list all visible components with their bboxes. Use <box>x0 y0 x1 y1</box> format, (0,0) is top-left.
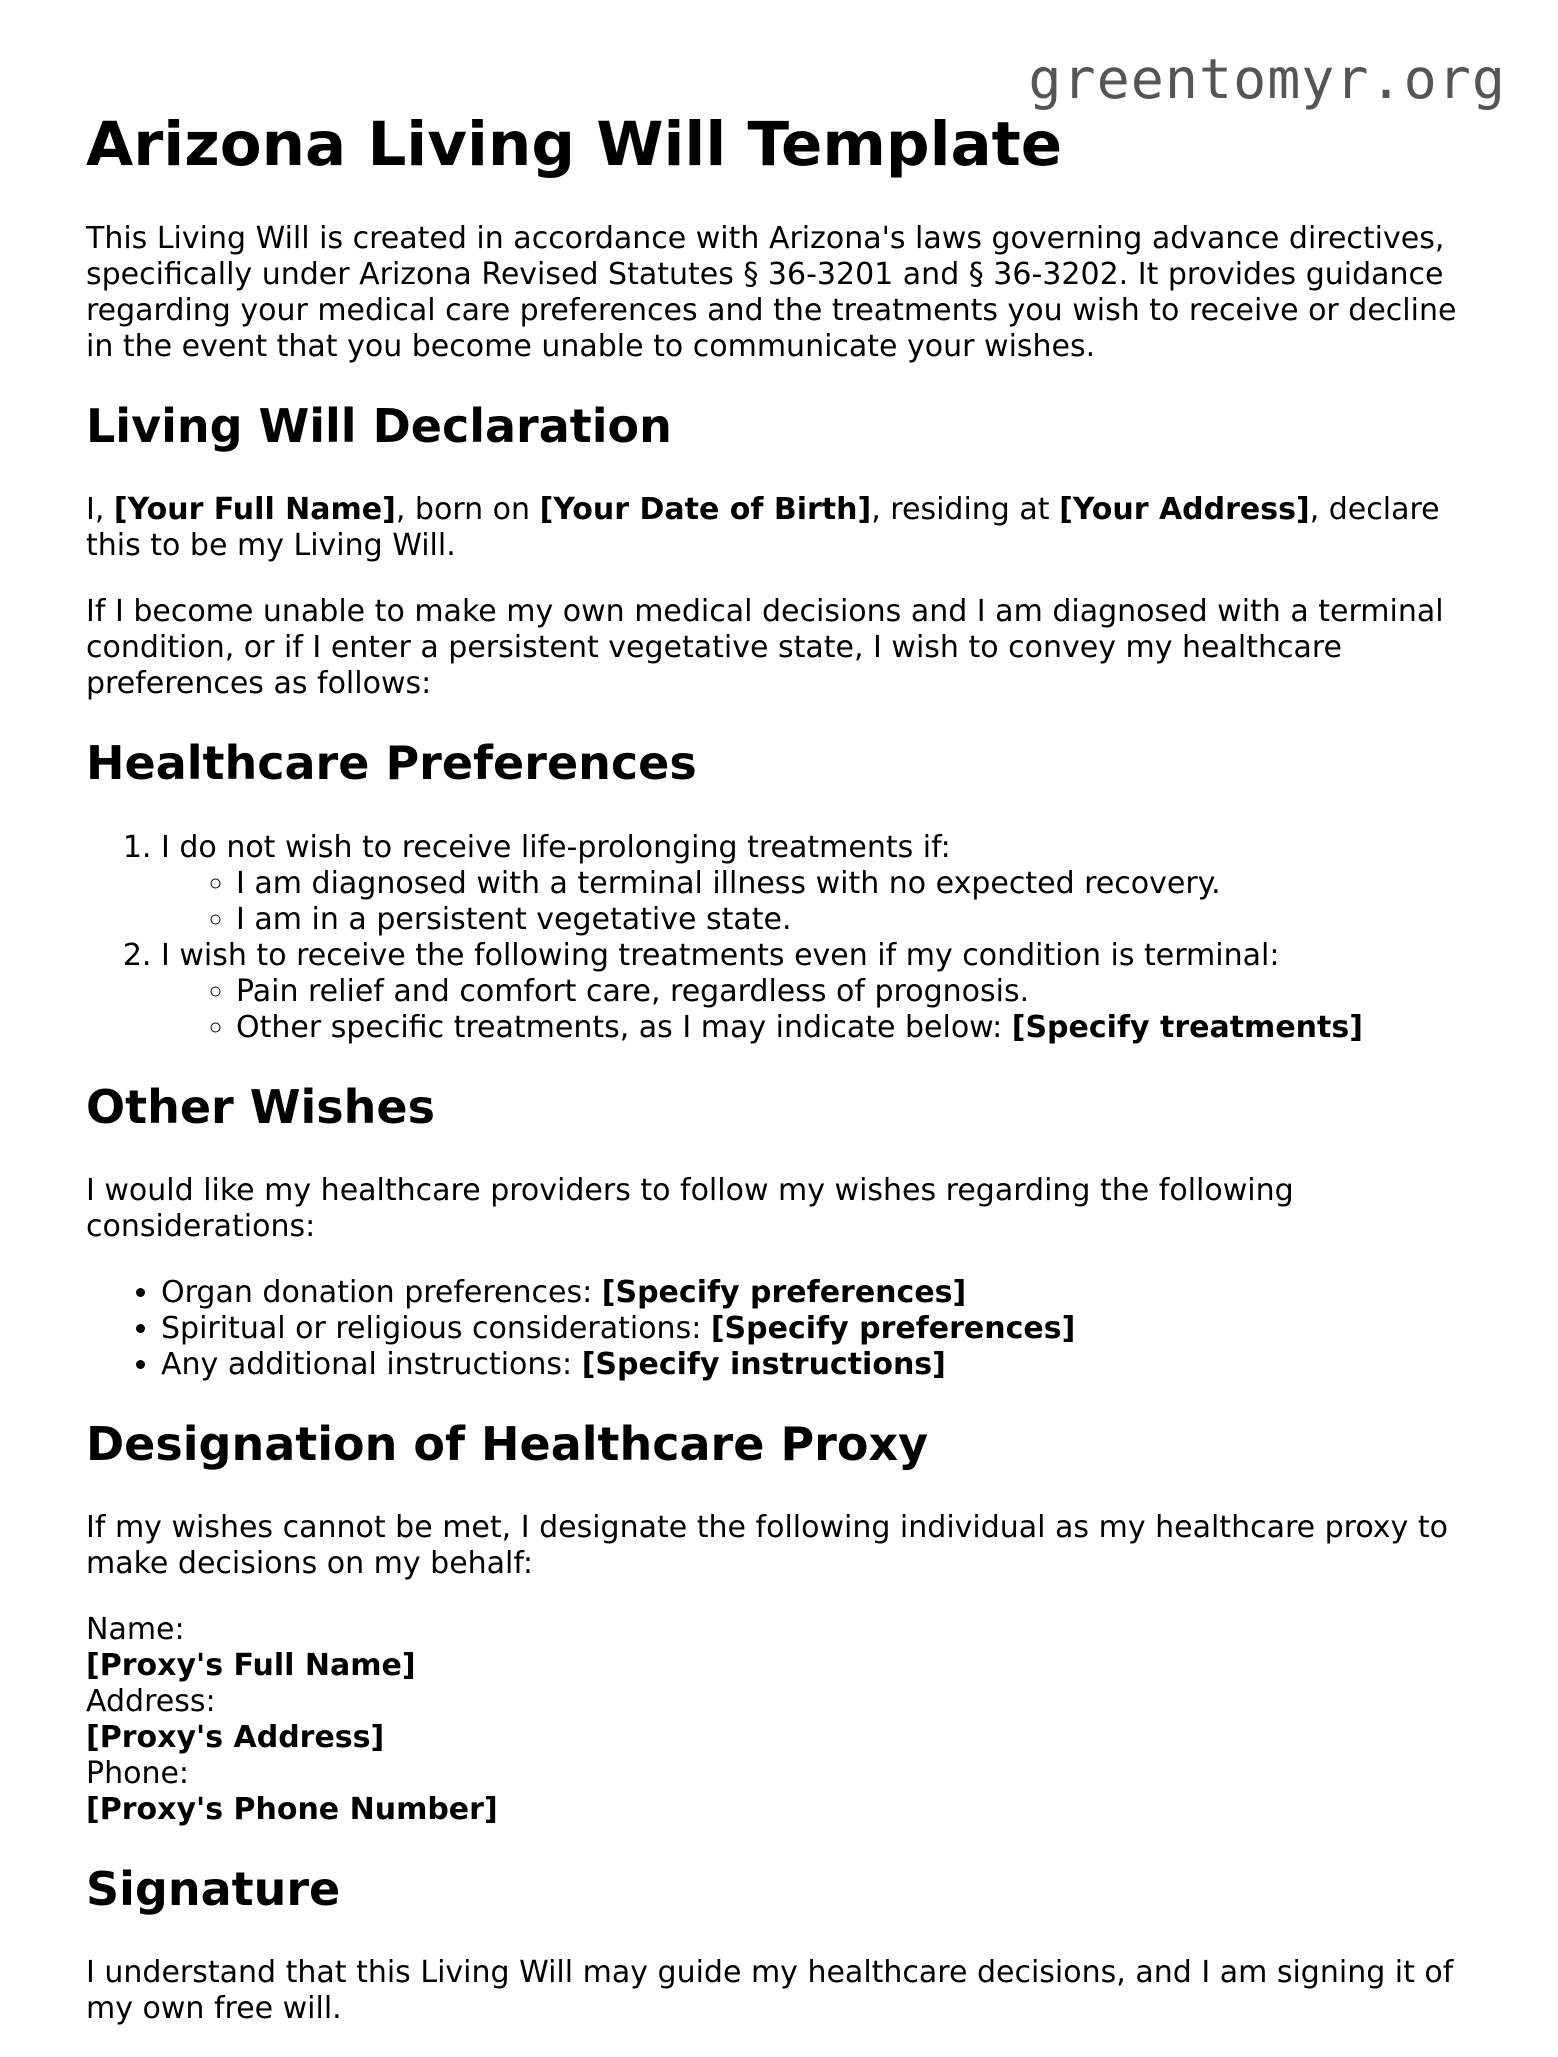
proxy-address-label: Address: <box>86 1683 216 1719</box>
proxy-intro: If my wishes cannot be met, I designate the following individual as my healthcare proxy to make decisions on my behalf: <box>86 1509 1448 1581</box>
proxy-name-line <box>86 1612 1486 1684</box>
proxy-address-line <box>86 1684 1486 1756</box>
proxy-heading: Designation of Healthcare Proxy <box>86 1416 929 1471</box>
preference-item-1: I do not wish to receive life-prolonging treatments if: <box>161 829 951 865</box>
list-item <box>161 1275 1486 1311</box>
declaration-heading: Living Will Declaration <box>86 399 672 454</box>
preference-sublist-1 <box>161 866 1486 938</box>
wish-text: Organ donation preferences: <box>161 1274 602 1310</box>
document-page <box>86 108 1486 2057</box>
site-watermark: greentomyr.org <box>1028 47 1506 111</box>
list-item <box>161 830 1486 938</box>
page-title: Arizona Living Will Template <box>86 109 1063 180</box>
condition-paragraph: If I become unable to make my own medical decisions and I am diagnosed with a terminal condition, or if I enter a persistent vegetative state, I wish to convey my healthcare preferences as follows: <box>86 594 1444 702</box>
proxy-name-label: Name: <box>86 1611 185 1647</box>
intro-paragraph: This Living Will is created in accordance with Arizona's laws governing advance directives, specifically under Arizona Revised Statutes § 36-3201 and § 36-3202. It provides guidance regarding your medical care preferences and the treatments you wish to receive or decline in the event that you become unable to communicate your wishes. <box>86 221 1457 365</box>
list-item <box>161 1311 1486 1347</box>
declaration-text-3: , residing at <box>871 492 1060 528</box>
treatments-placeholder: [Specify treatments] <box>1011 1009 1363 1045</box>
treatments-text: Other specific treatments, as I may indicate below: <box>236 1009 1012 1045</box>
proxy-name-placeholder: [Proxy's Full Name] <box>86 1647 416 1683</box>
proxy-phone-label: Phone: <box>86 1755 190 1791</box>
list-item: ◦ Pain relief and comfort care, regardless of prognosis. <box>236 974 1486 1010</box>
wish-text: Spiritual or religious considerations: <box>161 1310 711 1346</box>
signature-heading: Signature <box>86 1861 341 1916</box>
signature-paragraph: I understand that this Living Will may guide my healthcare decisions, and I am signing it of my own free will. <box>86 1955 1454 2027</box>
preferences-list <box>86 830 1486 1046</box>
dob-placeholder: [Your Date of Birth] <box>539 492 872 528</box>
full-name-placeholder: [Your Full Name] <box>113 492 396 528</box>
other-wishes-heading: Other Wishes <box>86 1079 435 1134</box>
proxy-phone-placeholder: [Proxy's Phone Number] <box>86 1791 498 1827</box>
preference-item-2: I wish to receive the following treatments even if my condition is terminal: <box>161 937 1280 973</box>
preference-sublist-2 <box>161 974 1486 1046</box>
wish-placeholder: [Specify instructions] <box>581 1346 946 1382</box>
declaration-text-4: , declare this to be my Living Will. <box>86 492 1440 564</box>
list-item: ◦ I am diagnosed with a terminal illness with no expected recovery. <box>236 866 1486 902</box>
other-wishes-intro: I would like my healthcare providers to follow my wishes regarding the following considerations: <box>86 1172 1294 1244</box>
wish-text: Any additional instructions: <box>161 1346 582 1382</box>
list-item <box>161 1347 1486 1383</box>
declaration-text-1: I, <box>86 492 114 528</box>
wish-placeholder: [Specify preferences] <box>601 1274 967 1310</box>
proxy-address-placeholder: [Proxy's Address] <box>86 1719 385 1755</box>
preferences-heading: Healthcare Preferences <box>86 736 697 791</box>
proxy-details <box>86 1612 1486 1828</box>
other-wishes-list <box>86 1275 1486 1383</box>
list-item <box>236 1010 1486 1046</box>
list-item: ◦ I am in a persistent vegetative state. <box>236 902 1486 938</box>
wish-placeholder: [Specify preferences] <box>710 1310 1076 1346</box>
declaration-text-2: , born on <box>395 492 540 528</box>
proxy-phone-line <box>86 1756 1486 1828</box>
address-placeholder: [Your Address] <box>1059 492 1310 528</box>
list-item <box>161 938 1486 1046</box>
declaration-paragraph <box>86 492 1486 564</box>
